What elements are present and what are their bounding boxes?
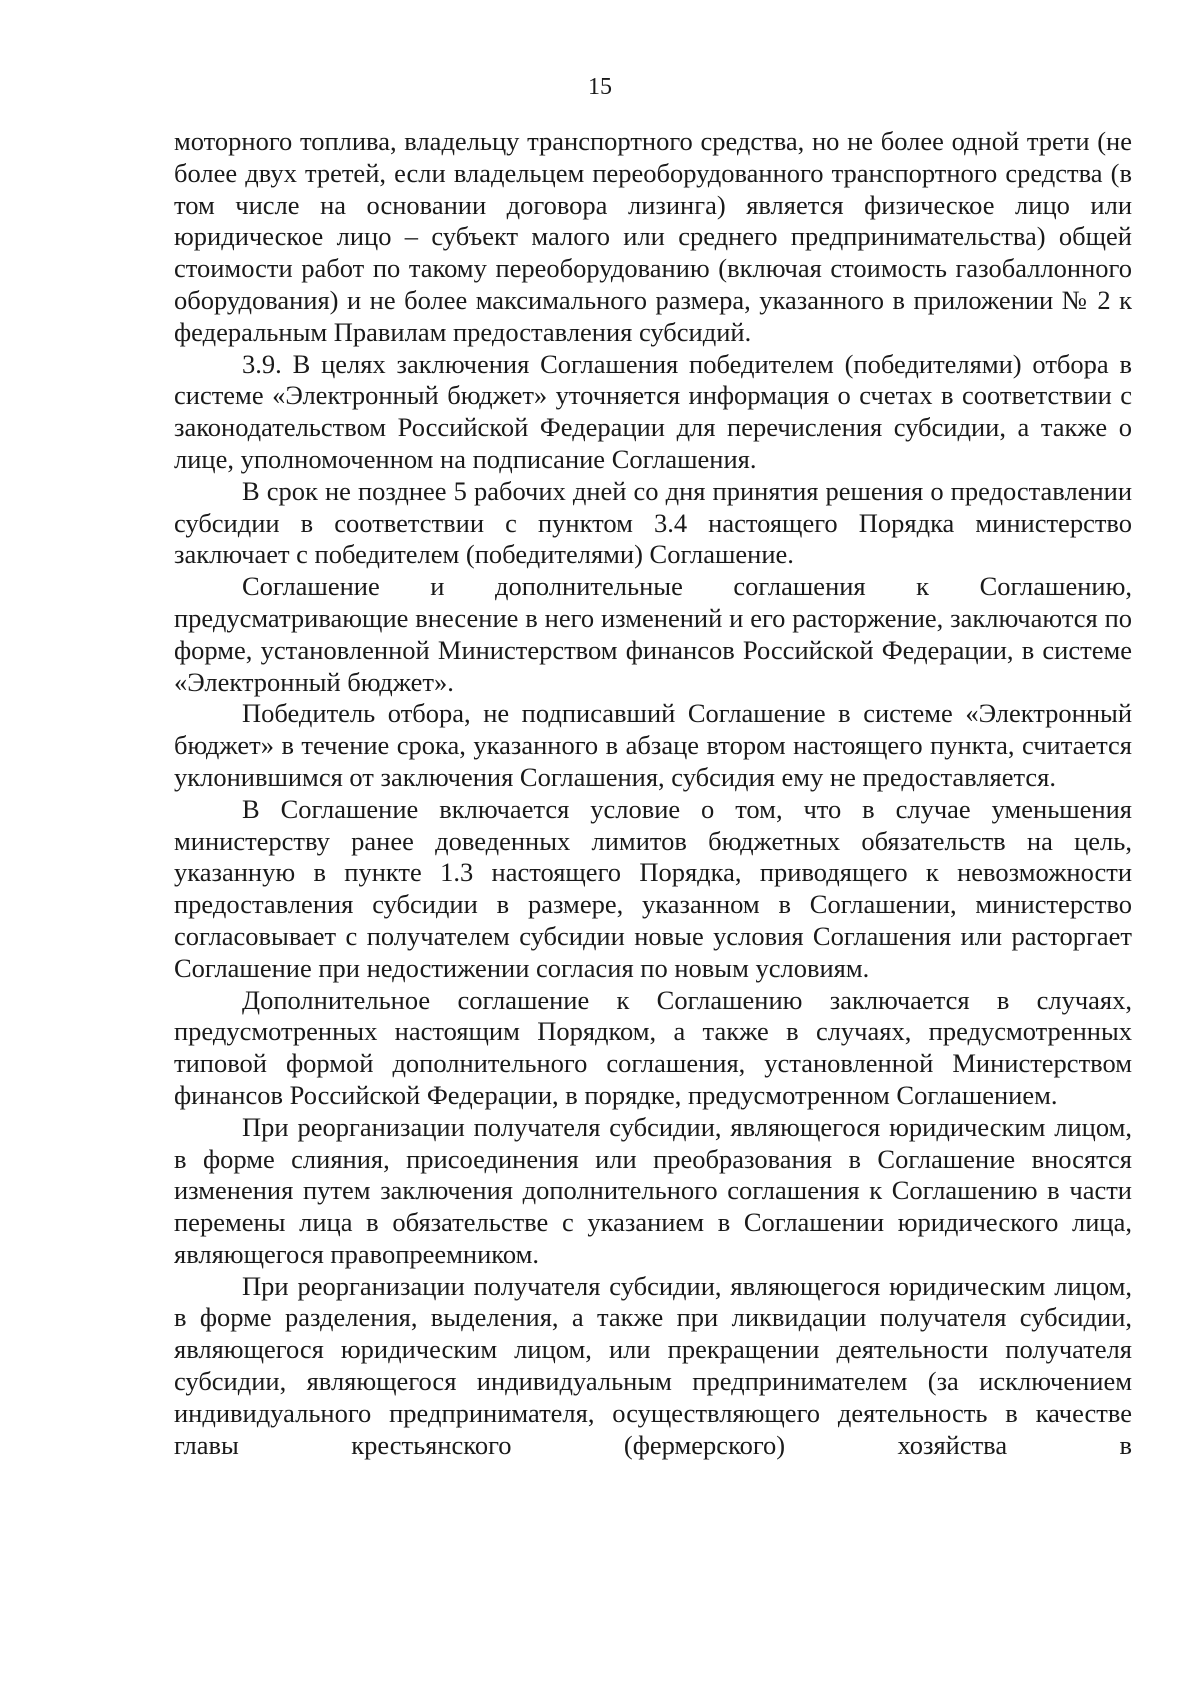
paragraph-winner-evasion: Победитель отбора, не подписавший Соглашение в системе «Электронный бюджет» в течение срока, указанного в абзаце втором настоящего пункта, считается уклонившимся от заключения Соглашения, субсидия ему не предоставляется. xyxy=(174,698,1132,792)
paragraph-agreement-form: Соглашение и дополнительные соглашения к Соглашению, предусматривающие внесение в него изменений и его расторжение, заключаются по форме, установленной Министерством финансов Российской Федерации, в системе «Электронный бюджет». xyxy=(174,571,1132,697)
paragraph-limits-reduction: В Соглашение включается условие о том, что в случае уменьшения министерству ранее доведенных лимитов бюджетных обязательств на цель, указанную в пункте 1.3 настоящего Порядка, приводящего к невозможности предоставления субсидии в размере, указанном в Соглашении, министерство согласовывает с получателем субсидии новые условия Соглашения или расторгает Соглашение при недостижении согласия по новым условиям. xyxy=(174,793,1132,983)
document-body xyxy=(174,126,1132,1461)
paragraph-continuation: моторного топлива, владельцу транспортного средства, но не более одной трети (не более двух третей, если владельцем переоборудованного транспортного средства (в том числе на основании договора лизинга) является физическое лицо или юридическое лицо – субъект малого или среднего предпринимательства) общей стоимости работ по такому переоборудованию (включая стоимость газобаллонного оборудования) и не более максимального размера, указанного в приложении № 2 к федеральным Правилам предоставления субсидий. xyxy=(174,126,1132,347)
paragraph-additional-agreement: Дополнительное соглашение к Соглашению заключается в случаях, предусмотренных настоящим Порядком, а также в случаях, предусмотренных типовой формой дополнительного соглашения, установленной Министерством финансов Российской Федерации, в порядке, предусмотренном Соглашением. xyxy=(174,984,1132,1110)
paragraph-3-9: 3.9. В целях заключения Соглашения победителем (победителями) отбора в системе «Электронный бюджет» уточняется информация о счетах в соответствии с законодательством Российской Федерации для перечисления субсидии, а также о лице, уполномоченном на подписание Соглашения. xyxy=(174,348,1132,474)
page-number: 15 xyxy=(588,74,612,100)
paragraph-reorganization-merger: При реорганизации получателя субсидии, являющегося юридическим лицом, в форме слияния, присоединения или преобразования в Соглашение вносятся изменения путем заключения дополнительного соглашения к Соглашению в части перемены лица в обязательстве с указанием в Соглашении юридического лица, являющегося правопреемником. xyxy=(174,1111,1132,1269)
paragraph-deadline: В срок не позднее 5 рабочих дней со дня принятия решения о предоставлении субсидии в соответствии с пунктом 3.4 настоящего Порядка министерство заключает с победителем (победителями) Соглашение. xyxy=(174,475,1132,570)
paragraph-reorganization-division: При реорганизации получателя субсидии, являющегося юридическим лицом, в форме разделения, выделения, а также при ликвидации получателя субсидии, являющегося юридическим лицом, или прекращении деятельности получателя субсидии, являющегося индивидуальным предпринимателем (за исключением индивидуального предпринимателя, осуществляющего деятельность в качестве главы крестьянского (фермерского) хозяйства в xyxy=(174,1270,1132,1460)
